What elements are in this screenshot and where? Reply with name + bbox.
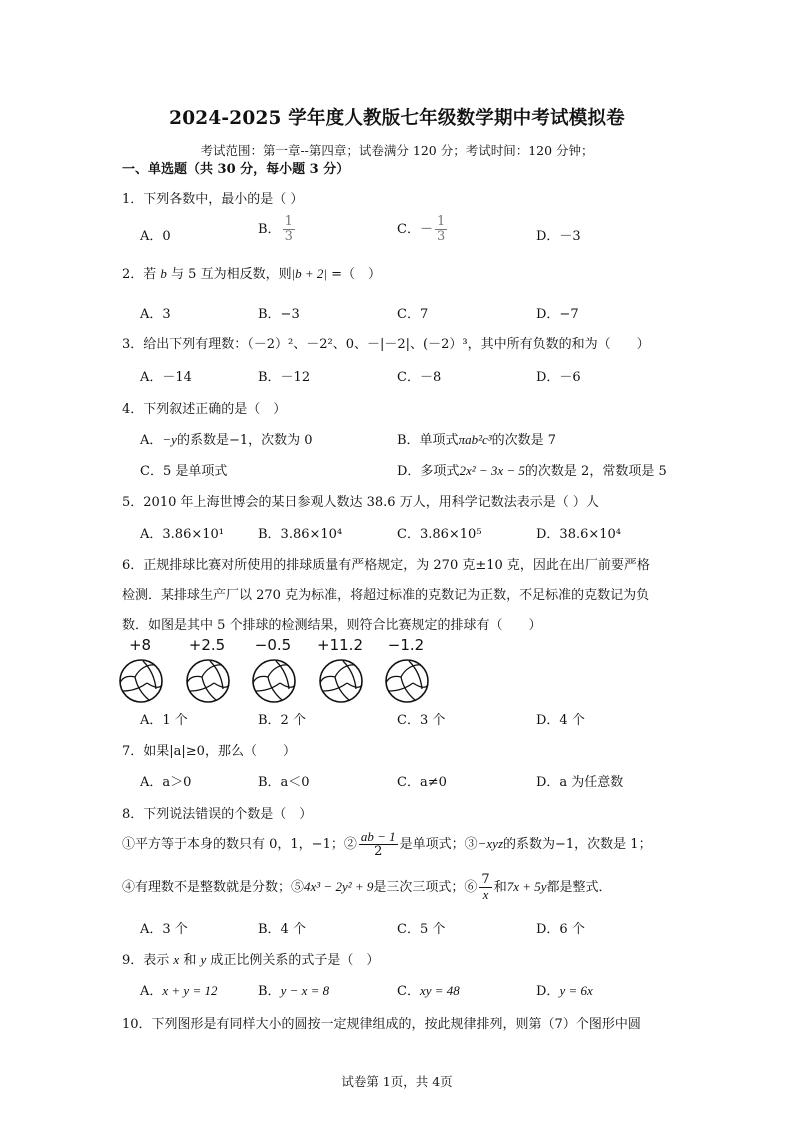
ball-label-4: +11.2 [317, 636, 363, 654]
question-1-stem: 1．下列各数中，最小的是（ ） [122, 192, 304, 207]
q8-option-d: D．6 个 [536, 922, 585, 937]
exam-info: 考试范围：第一章--第四章；试卷满分 120 分；考试时间：120 分钟； [200, 143, 594, 158]
q8-option-b: B．4 个 [258, 922, 306, 937]
q4-option-c: C．5 是单项式 [140, 464, 228, 479]
q7-option-b: B．a＜0 [258, 775, 310, 790]
q3-option-a: A．－14 [140, 370, 192, 385]
volleyball-icon [187, 660, 229, 702]
q1-option-b: B． $\frac{1}{3}$ [258, 214, 293, 244]
volleyball-figure [118, 636, 448, 704]
q1-b-fraction: $\frac{1}{3}$ [284, 214, 293, 244]
page-title: 2024-2025 学年度人教版七年级数学期中考试模拟卷 [169, 108, 625, 129]
q4-option-b: B．单项式πab²c³的次数是 7 [397, 432, 557, 448]
question-8-line-2: ④有理数不是整数就是分数；⑤4x³ − 2y² + 9是三次三项式；⑥ $\frac{7}{x}$ 和7x + 5y都是整式． [122, 872, 612, 902]
q2-option-c: C．7 [397, 307, 429, 322]
q1-option-d: D．－3 [536, 229, 581, 244]
q8-fraction-2: $\frac{7}{x}$ [481, 872, 490, 902]
question-5-stem: 5．2010 年上海世博会的某日参观人数达 38.6 万人，用科学记数法表示是（ ）人 [122, 495, 599, 510]
q7-option-c: C．a≠0 [397, 775, 447, 790]
question-8-line-1: ①平方等于本身的数只有 0，1，−1；② $\frac{ab - 1}{2}$ 是单项式；③−xyz的系数为−1，次数是 1； [122, 829, 652, 859]
question-4-stem: 4．下列叙述正确的是（ ） [122, 402, 287, 417]
volleyball-icon [320, 660, 362, 702]
section-title: 一、单选题（共 30 分，每小题 3 分） [122, 162, 350, 177]
question-6-line-1: 6．正规排球比赛对所使用的排球质量有严格规定，为 270 克±10 克，因此在出厂前要严格 [122, 558, 650, 573]
q2-option-b: B．−3 [258, 307, 300, 322]
q1-c-fraction: $\frac{1}{3}$ [436, 214, 446, 244]
q9-option-a: A．x + y = 12 [140, 983, 218, 999]
q5-option-d: D．38.6×10⁴ [536, 527, 622, 542]
q6-option-a: A．1 个 [140, 713, 188, 728]
q9-option-b: B．y − x = 8 [258, 983, 330, 999]
ball-label-2: +2.5 [188, 636, 226, 654]
q5-option-b: B．3.86×10⁴ [258, 527, 343, 542]
question-3-stem: 3．给出下列有理数：（－2）²、－2²、0、－|－2|、(－2）³，其中所有负数的和为（ ） [122, 337, 650, 352]
page-footer: 试卷第 1页，共 4页 [341, 1074, 453, 1089]
q6-option-c: C．3 个 [397, 713, 446, 728]
q2-option-d: D．−7 [536, 307, 579, 322]
q3-option-d: D．－6 [536, 370, 581, 385]
ball-label-3: −0.5 [254, 636, 292, 654]
q6-option-d: D．4 个 [536, 713, 585, 728]
question-6-line-3: 数．如图是其中 5 个排球的检测结果，则符合比赛规定的排球有（ ） [122, 618, 542, 633]
question-7-stem: 7．如果|a|≥0，那么（ ） [122, 744, 296, 759]
q9-option-c: C．xy = 48 [397, 983, 460, 999]
q2-option-a: A．3 [140, 307, 171, 322]
q3-option-b: B．－12 [258, 370, 311, 385]
q7-option-d: D．a 为任意数 [536, 775, 624, 790]
q9-option-d: D．y = 6x [536, 983, 593, 999]
question-8-stem: 8．下列说法错误的个数是（ ） [122, 807, 313, 822]
question-9-stem: 9．表示 x 和 y 成正比例关系的式子是（ ） [122, 952, 380, 968]
question-6-line-2: 检测．某排球生产厂以 270 克为标准，将超过标准的克数记为正数，不足标准的克数记为负 [122, 588, 650, 603]
q8-option-c: C．5 个 [397, 922, 446, 937]
volleyball-row [118, 656, 448, 706]
q3-option-c: C．－8 [397, 370, 442, 385]
ball-label-5: −1.2 [387, 636, 425, 654]
q5-option-c: C．3.86×10⁵ [397, 527, 482, 542]
volleyball-icon [120, 660, 162, 702]
q6-option-b: B．2 个 [258, 713, 306, 728]
volleyball-icon [253, 660, 295, 702]
q7-option-a: A．a＞0 [140, 775, 192, 790]
question-10-stem: 10．下列图形是有同样大小的圆按一定规律组成的，按此规律排列，则第（7）个图形中圆 [122, 1017, 641, 1032]
q4-option-d: D．多项式2x² − 3x − 5的次数是 2，常数项是 5 [397, 463, 667, 479]
q1-option-a: A．0 [140, 229, 171, 244]
q4-option-a: A．−y的系数是−1，次数为 0 [140, 432, 313, 448]
ball-label-1: +8 [128, 636, 152, 654]
q5-option-a: A．3.86×10¹ [140, 527, 224, 542]
q1-option-c: C．－ $\frac{1}{3}$ [397, 214, 446, 244]
volleyball-icon [386, 660, 428, 702]
q8-fraction-1: $\frac{ab - 1}{2}$ [360, 829, 396, 859]
question-2-stem: 2．若 b 与 5 互为相反数，则|b + 2| =（ ） [122, 266, 382, 282]
q8-option-a: A．3 个 [140, 922, 188, 937]
